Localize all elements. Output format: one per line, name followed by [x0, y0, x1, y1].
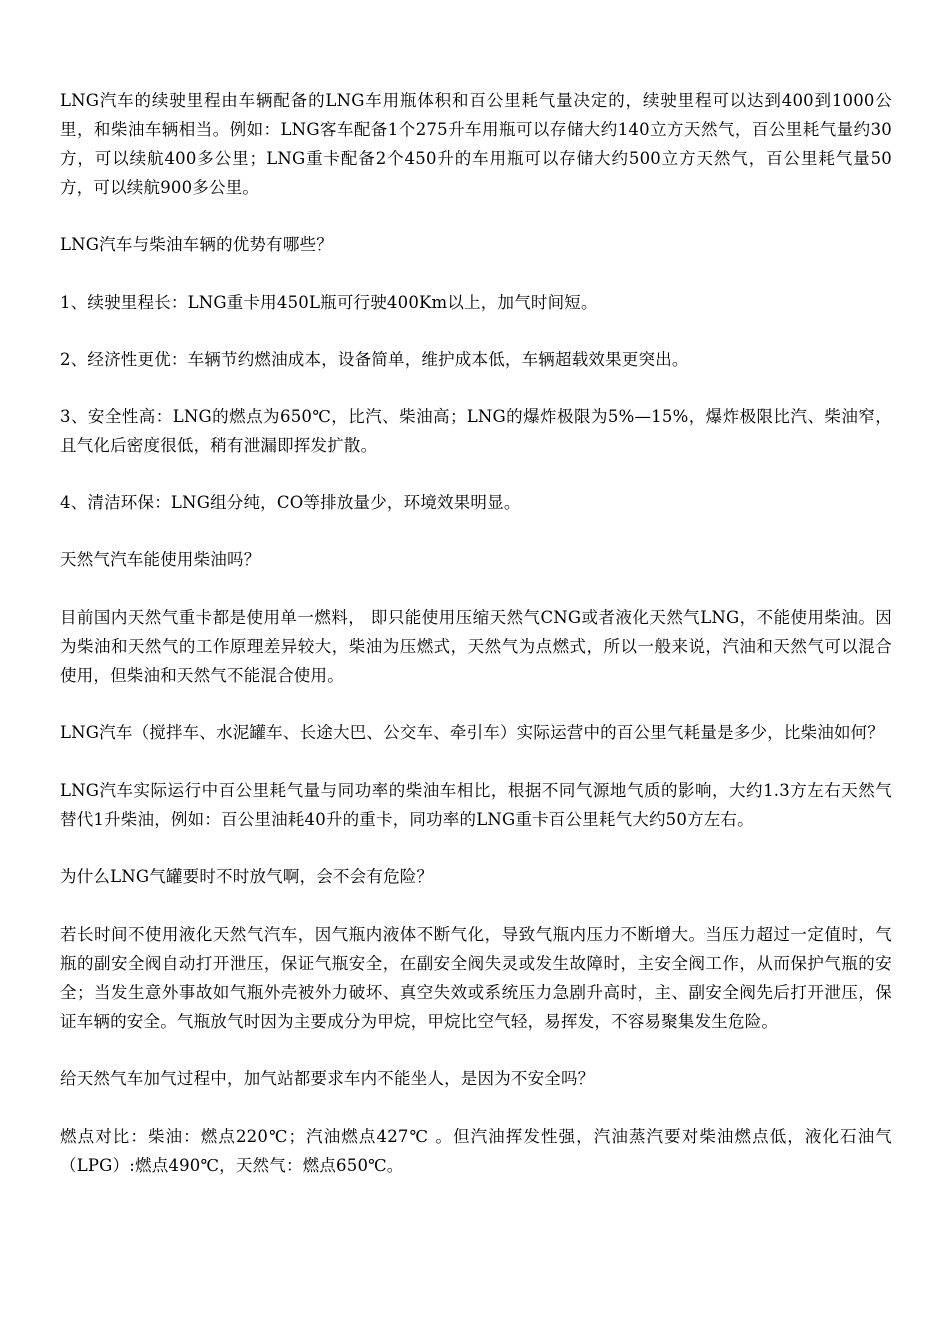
answer-diesel-use: 目前国内天然气重卡都是使用单一燃料， 即只能使用压缩天然气CNG或者液化天然气LNG，不能使用柴油。因为柴油和天然气的工作原理差异较大，柴油为压燃式，天然气为点燃式，所以一般来说，汽油和天然气可以混合使用，但柴油和天然气不能混合使用。 — [60, 608, 892, 685]
question-refueling-safety: 给天然气车加气过程中，加气站都要求车内不能坐人，是因为不安全吗？ — [60, 1069, 595, 1088]
advantage-item-3: 3、安全性高：LNG的燃点为650℃，比汽、柴油高；LNG的爆炸极限为5%—15%，爆炸极限比汽、柴油窄，且气化后密度很低，稍有泄漏即挥发扩散。 — [60, 407, 892, 455]
advantage-item-4: 4、清洁环保：LNG组分纯，CO等排放量少，环境效果明显。 — [60, 493, 521, 512]
advantage-item-2: 2、经济性更优：车辆节约燃油成本，设备简单，维护成本低，车辆超载效果更突出。 — [60, 350, 689, 369]
question-diesel-use: 天然气汽车能使用柴油吗？ — [60, 550, 261, 569]
paragraph-lng-driving-range: LNG汽车的续驶里程由车辆配备的LNG车用瓶体积和百公里耗气量决定的，续驶里程可以达到400到1000公里，和柴油车辆相当。例如：LNG客车配备1个275升车用瓶可以存储大约140立方天然气，百公里耗气量约30方，可以续航400多公里；LNG重卡配备2个450升的车用瓶可以存储大约500立方天然气，百公里耗气量50方，可以续航900多公里。 — [60, 91, 892, 197]
question-gas-consumption: LNG汽车（搅拌车、水泥罐车、长途大巴、公交车、牵引车）实际运营中的百公里气耗量是多少，比柴油如何？ — [60, 723, 885, 742]
answer-gas-consumption: LNG汽车实际运行中百公里耗气量与同功率的柴油车相比，根据不同气源地气质的影响，大约1.3方左右天然气替代1升柴油，例如：百公里油耗40升的重卡，同功率的LNG重卡百公里耗气大约50方左右。 — [60, 781, 892, 829]
question-lng-vs-diesel-advantages: LNG汽车与柴油车辆的优势有哪些？ — [60, 235, 333, 254]
answer-tank-venting: 若长时间不使用液化天然气汽车，因气瓶内液体不断气化，导致气瓶内压力不断增大。当压力超过一定值时，气瓶的副安全阀自动打开泄压，保证气瓶安全，在副安全阀失灵或发生故障时，主安全阀工作，从而保护气瓶的安全；当发生意外事故如气瓶外壳被外力破坏、真空失效或系统压力急剧升高时，主、副安全阀先后打开泄压，保证车辆的安全。气瓶放气时因为主要成分为甲烷，甲烷比空气轻，易挥发，不容易聚集发生危险。 — [60, 925, 892, 1031]
question-tank-venting: 为什么LNG气罐要时不时放气啊，会不会有危险？ — [60, 867, 434, 886]
document-page — [60, 86, 892, 1208]
answer-ignition-points: 燃点对比：柴油：燃点220℃；汽油燃点427℃ 。但汽油挥发性强，汽油蒸汽要对柴油燃点低，液化石油气（LPG）:燃点490℃，天然气：燃点650℃。 — [60, 1127, 892, 1175]
advantage-item-1: 1、续驶里程长：LNG重卡用450L瓶可行驶400Km以上，加气时间短。 — [60, 293, 598, 312]
